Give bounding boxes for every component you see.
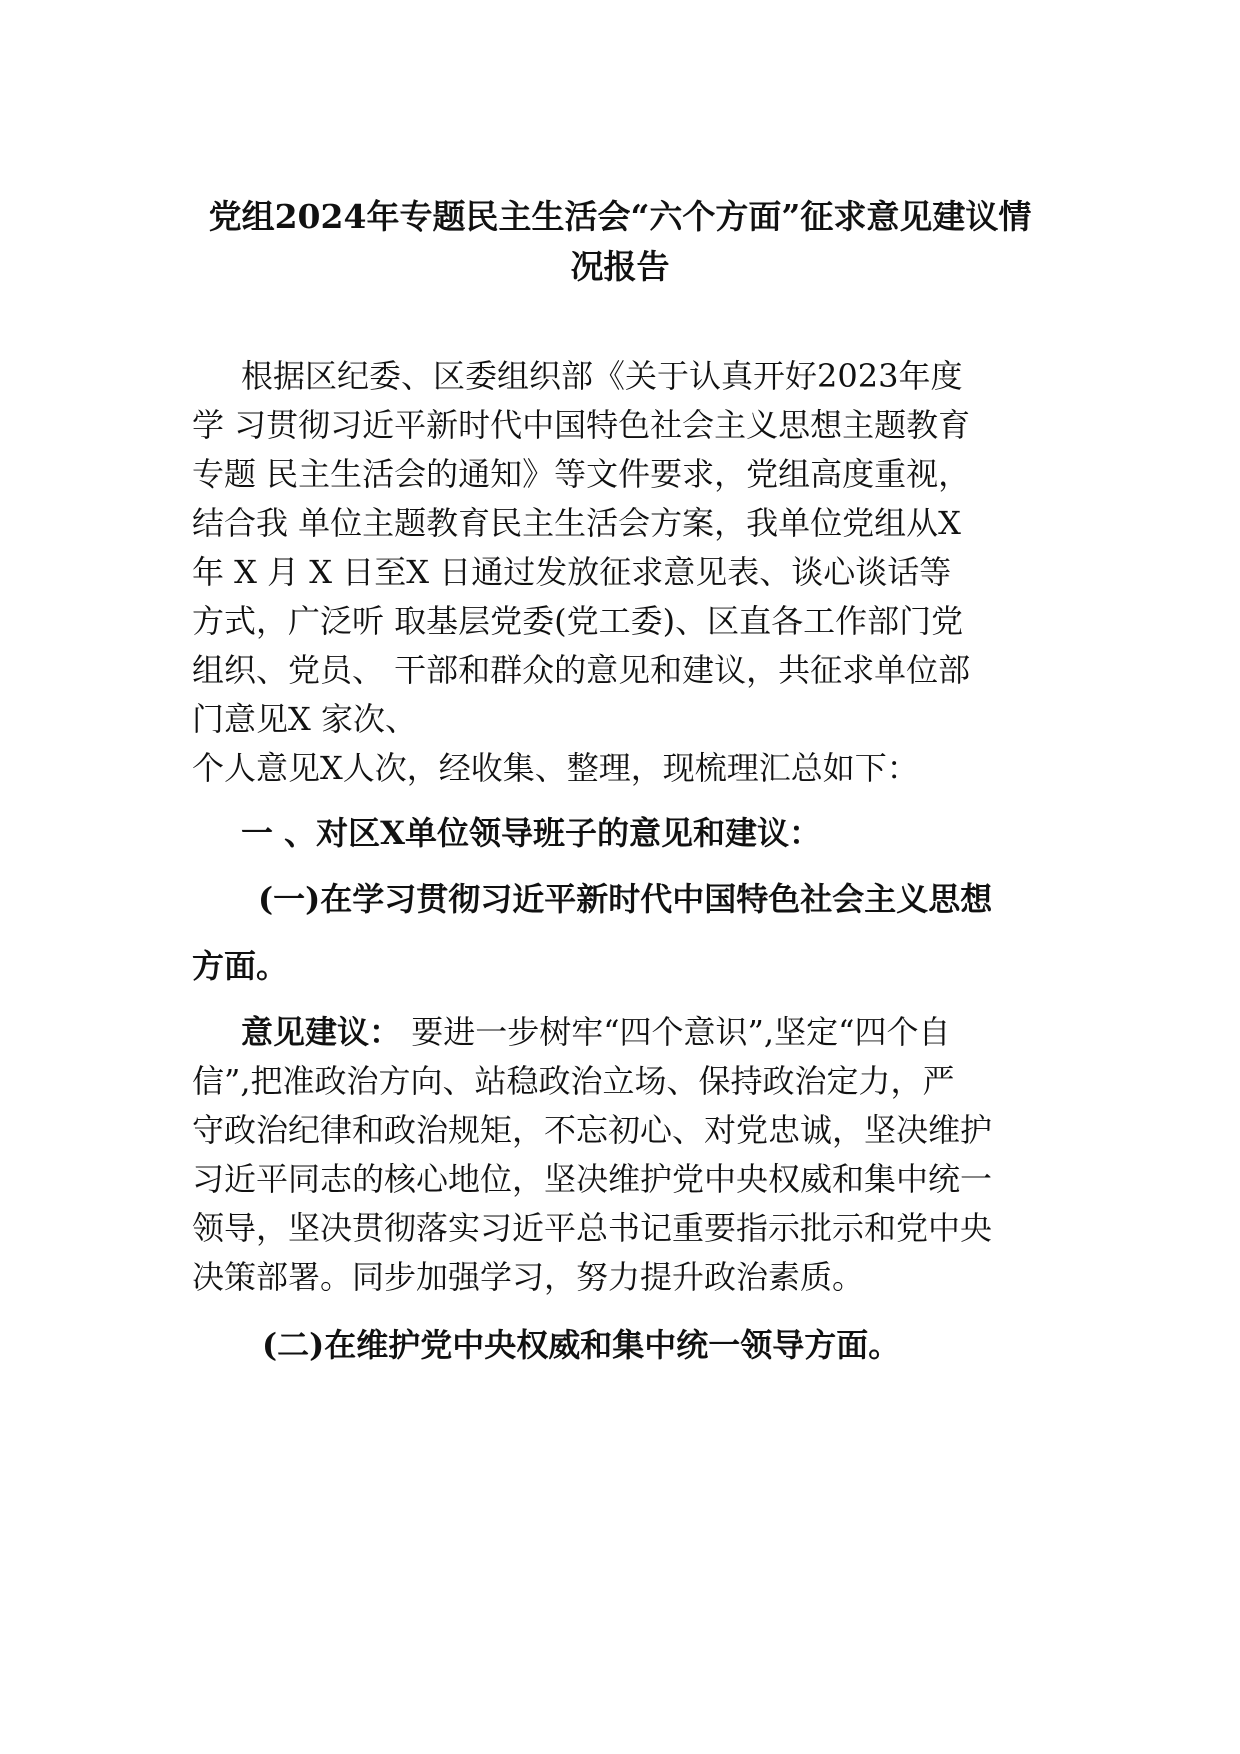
opinion-line-2: 信”,把准政治方向、站稳政治立场、保持政治定力，严 <box>192 1062 955 1100</box>
subsection-1-heading-line-2: 方面。 <box>192 947 289 985</box>
document-title-line-1: 党组2024年专题民主生活会“六个方面”征求意见建议情 <box>208 197 1032 236</box>
opinion-line-6: 决策部署。同步加强学习，努力提升政治素质。 <box>192 1258 865 1296</box>
subsection-2-heading: (二)在维护党中央权威和集中统一领导方面。 <box>262 1326 901 1364</box>
intro-line-7: 组织、党员、 干部和群众的意见和建议，共征求单位部 <box>192 651 971 689</box>
opinion-line-3: 守政治纪律和政治规矩，不忘初心、对党忠诚，坚决维护 <box>192 1111 993 1149</box>
intro-line-3: 专题 民主生活会的通知》等文件要求，党组高度重视， <box>192 455 971 493</box>
intro-line-4: 结合我 单位主题教育民主生活会方案，我单位党组从X <box>192 504 961 542</box>
opinion-line-4: 习近平同志的核心地位，坚决维护党中央权威和集中统一 <box>192 1160 993 1198</box>
opinion-line-5: 领导，坚决贯彻落实习近平总书记重要指示批示和党中央 <box>192 1209 993 1247</box>
opinion-first-text: 要进一步树牢“四个意识”,坚定“四个自 <box>401 1013 951 1051</box>
document-title-line-2: 况报告 <box>570 247 670 286</box>
intro-line-6: 方式，广泛听 取基层党委(党工委)、区直各工作部门党 <box>192 602 964 640</box>
opinion-line-1 <box>241 1012 950 1052</box>
intro-line-5: 年 X 月 X 日至X 日通过发放征求意见表、谈心谈话等 <box>192 553 952 591</box>
intro-line-1: 根据区纪委、区委组织部《关于认真开好2023年度 <box>241 357 963 395</box>
intro-line-2: 学 习贯彻习近平新时代中国特色社会主义思想主题教育 <box>192 406 971 444</box>
subsection-1-heading-line-1: (一)在学习贯彻习近平新时代中国特色社会主义思想 <box>258 880 993 918</box>
section-1-heading: 一 、对区X单位领导班子的意见和建议： <box>241 814 821 852</box>
intro-line-9: 个人意见X人次，经收集、整理，现梳理汇总如下： <box>192 749 919 787</box>
intro-line-8: 门意见X 家次、 <box>192 700 417 738</box>
opinion-lead-label: 意见建议： <box>241 1013 402 1051</box>
